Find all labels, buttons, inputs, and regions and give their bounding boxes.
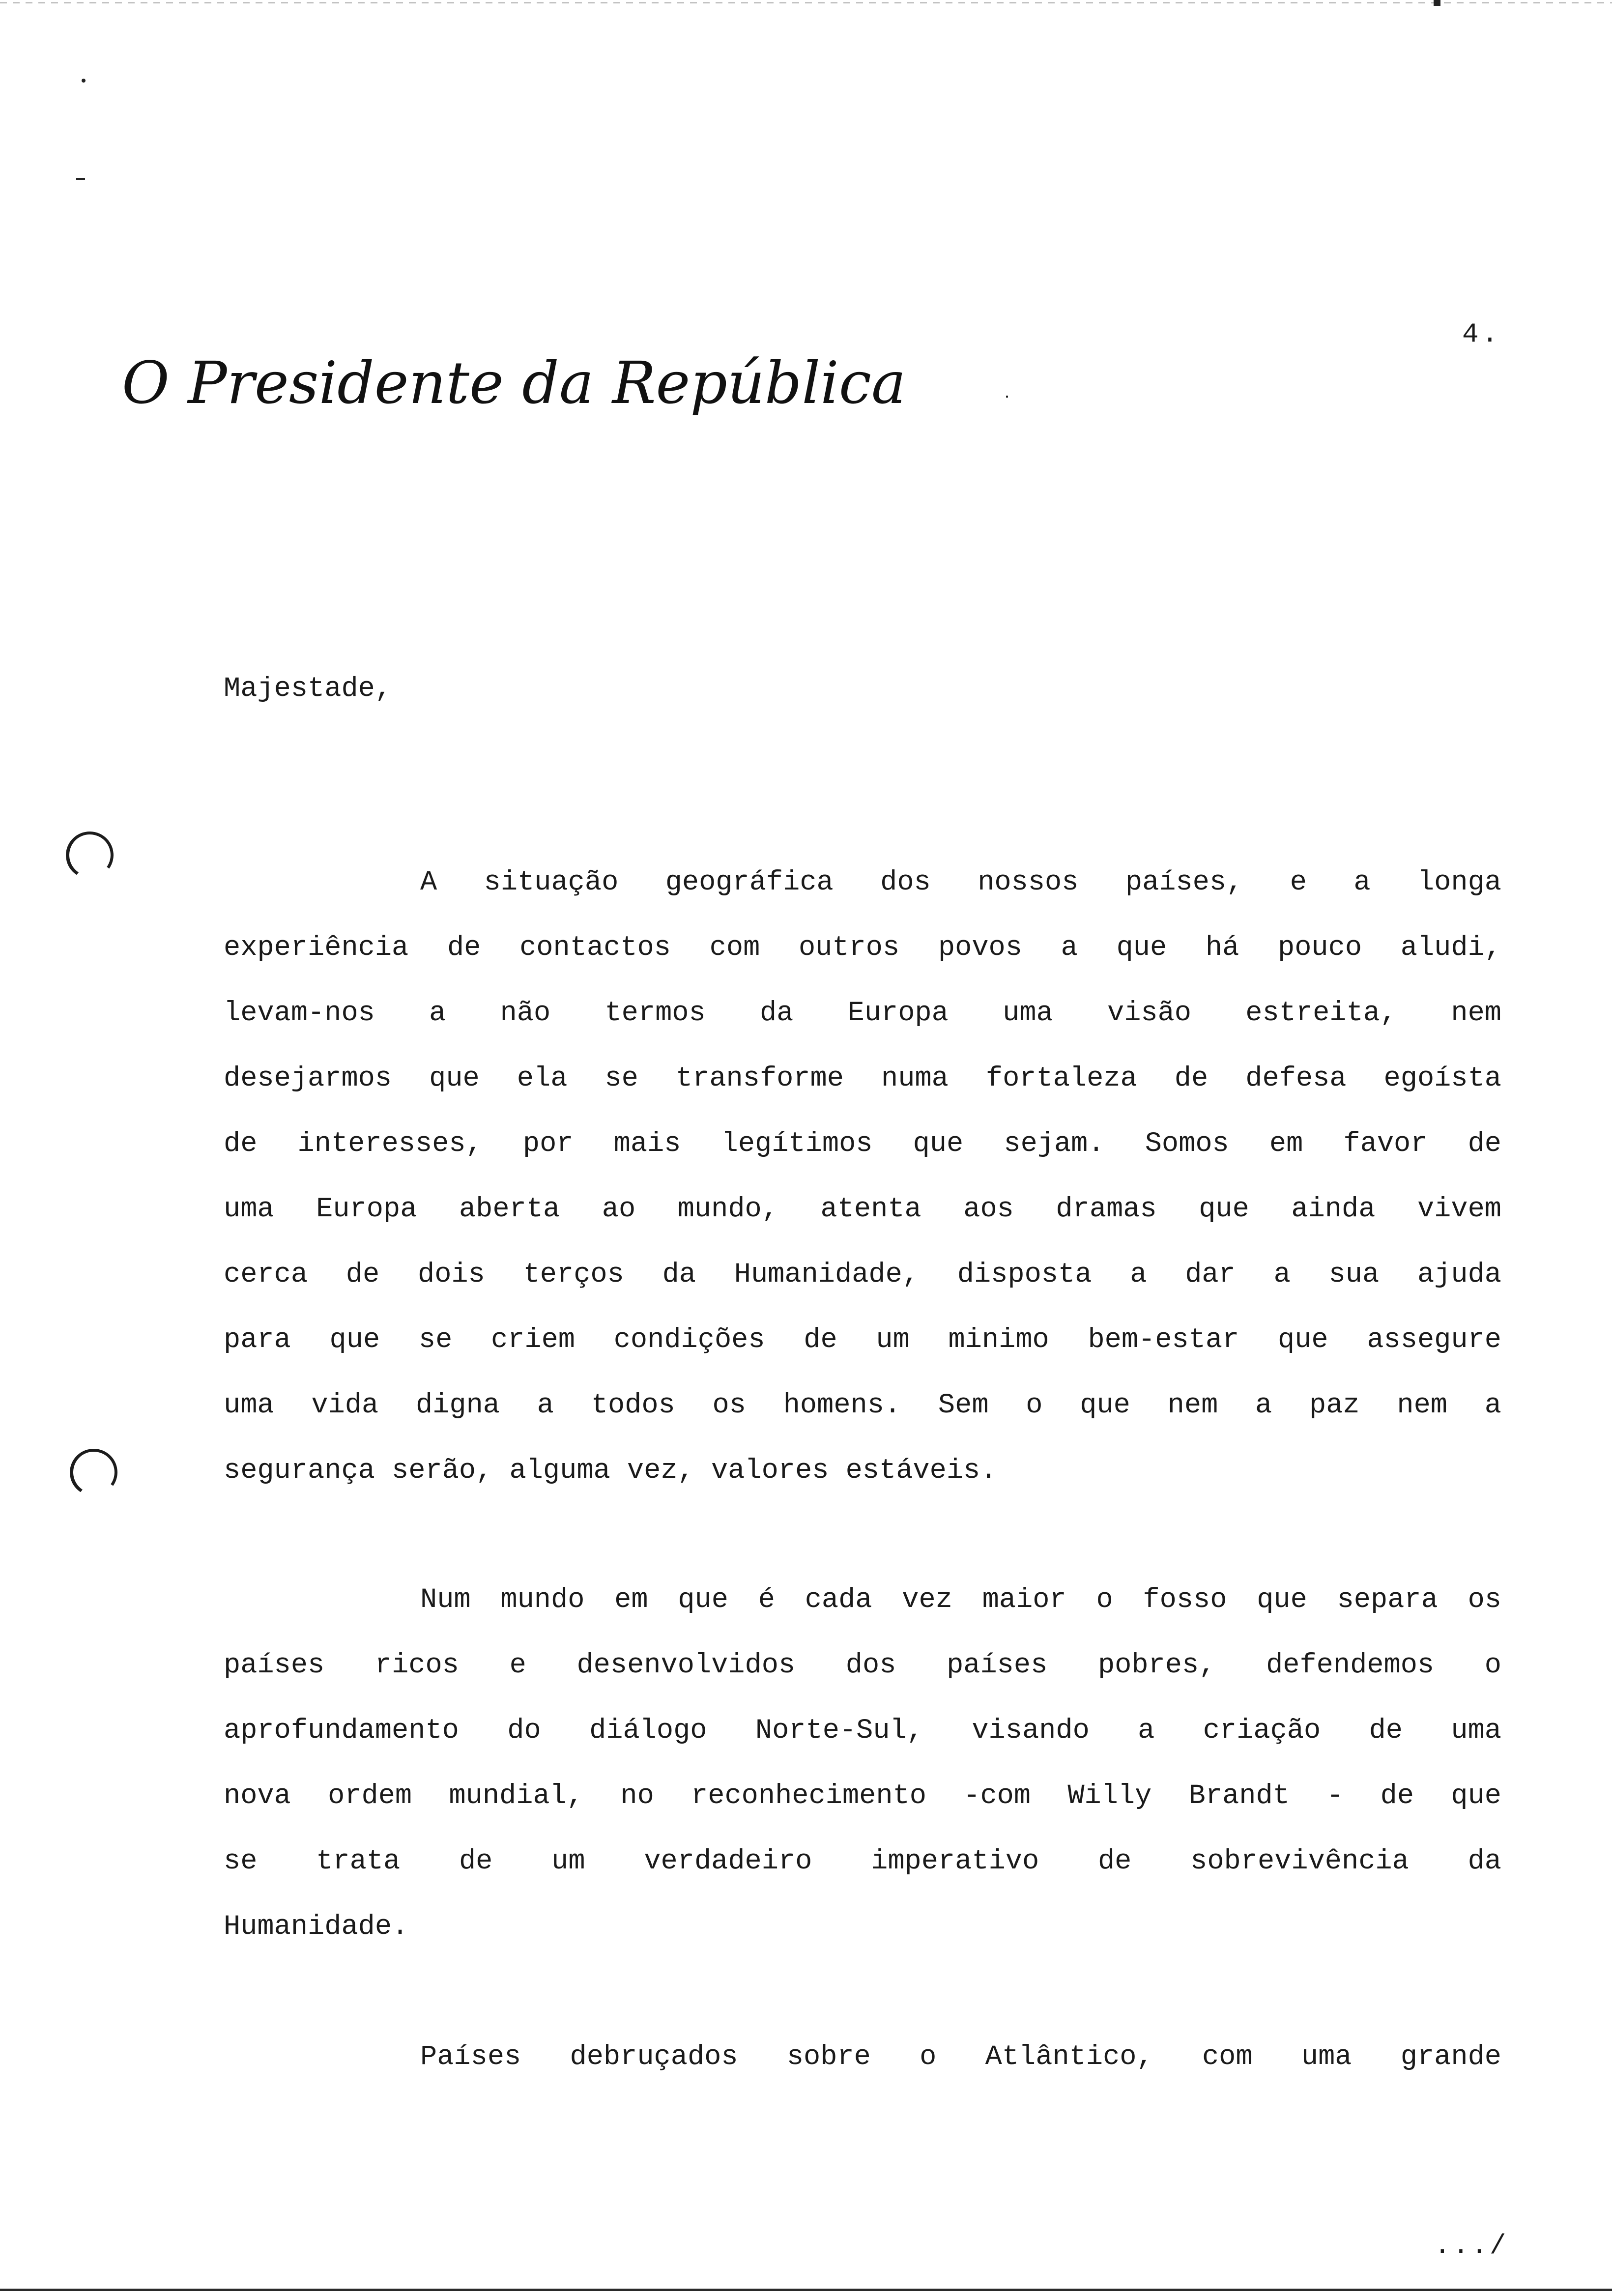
paragraph-europe	[224, 850, 1501, 1504]
paragraph-line: segurança serão, alguma vez, valores estáveis.	[224, 1455, 997, 1487]
paragraph-line: A situação geográfica dos nossos países, e a longa	[420, 867, 1501, 898]
punch-hole-mark	[66, 1445, 121, 1499]
punch-hole-mark	[62, 828, 117, 882]
paragraph-line: Países debruçados sobre o Atlântico, com uma grande	[420, 2041, 1501, 2073]
paragraph-line: Humanidade.	[224, 1911, 409, 1943]
paragraph-line: desejarmos que ela se transforme numa fortaleza de defesa egoísta	[224, 1063, 1501, 1094]
scan-speck	[1006, 396, 1008, 398]
paragraph-line: levam-nos a não termos da Europa uma visão estreita, nem	[224, 998, 1501, 1029]
scan-speck	[1434, 0, 1440, 6]
scan-speck	[76, 178, 85, 180]
continuation-mark: .../	[1434, 2230, 1508, 2262]
paragraph-line: países ricos e desenvolvidos dos países pobres, defendemos o	[224, 1650, 1501, 1681]
paragraph-line: uma Europa aberta ao mundo, atenta aos dramas que ainda vivem	[224, 1194, 1501, 1225]
paragraph-line: para que se criem condições de um minimo bem-estar que assegure	[224, 1324, 1501, 1356]
paragraph-north-south	[224, 1568, 1501, 1960]
page-number: 4.	[1462, 318, 1501, 350]
paragraph-line: cerca de dois terços da Humanidade, disposta a dar a sua ajuda	[224, 1259, 1501, 1291]
paragraph-line: Num mundo em que é cada vez maior o fosso que separa os	[420, 1584, 1501, 1616]
paragraph-atlantic	[224, 2025, 1501, 2090]
scan-speck	[82, 79, 86, 83]
scan-edge-top	[0, 2, 1612, 3]
letterhead	[118, 344, 906, 437]
paragraph-line: se trata de um verdadeiro imperativo de sobrevivência da	[224, 1846, 1501, 1877]
scan-edge-bottom	[0, 2289, 1612, 2291]
paragraph-line: aprofundamento do diálogo Norte-Sul, visando a criação de uma	[224, 1715, 1501, 1747]
paragraph-line: uma vida digna a todos os homens. Sem o que nem a paz nem a	[224, 1390, 1501, 1421]
letterhead-title: O Presidente da República	[122, 349, 906, 417]
paragraph-line: nova ordem mundial, no reconhecimento -com Willy Brandt - de que	[224, 1780, 1501, 1812]
salutation: Majestade,	[224, 673, 392, 705]
paragraph-line: de interesses, por mais legítimos que sejam. Somos em favor de	[224, 1128, 1501, 1160]
letterhead-script	[118, 344, 906, 437]
paragraph-line: experiência de contactos com outros povos a que há pouco aludi,	[224, 932, 1501, 964]
